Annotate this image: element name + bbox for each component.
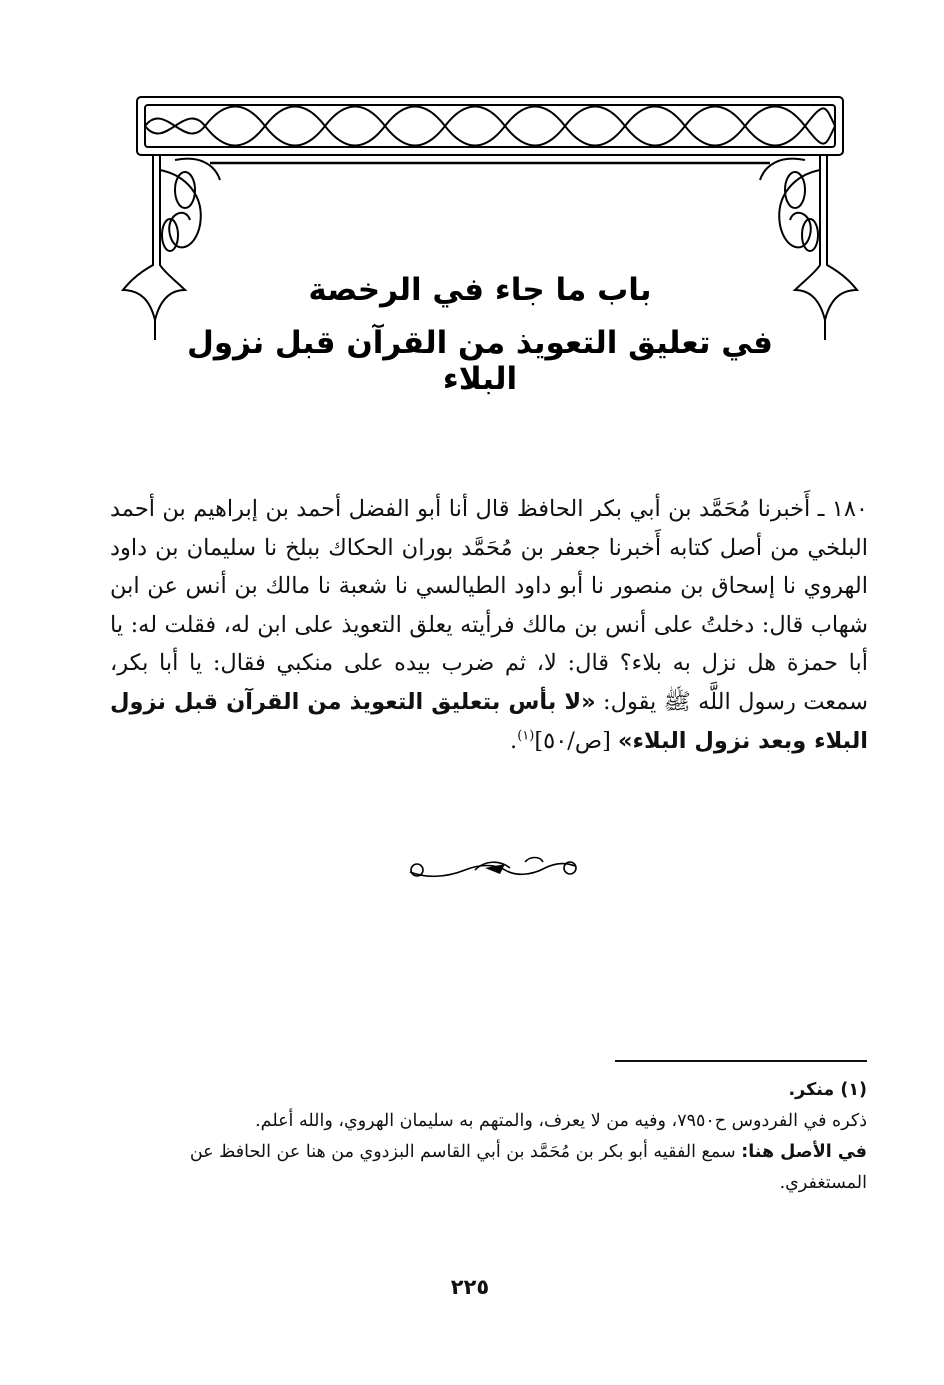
footnote-2-label: في الأصل هنا:	[741, 1142, 867, 1162]
hadith-paragraph	[110, 490, 868, 760]
footnote-marker: (١)	[517, 728, 535, 744]
hadith-quote: «لا بأس بتعليق التعويذ من القرآن قبل نزول البلاء وبعد نزول البلاء»	[110, 688, 868, 754]
hadith-text: ١٨٠ ـ أَخبرنا مُحَمَّد بن أبي بكر الحافظ قال أنا أبو الفضل أحمد بن إبراهيم بن أحمد البلخي من أصل كتابه أَخبرنا جعفر بن مُحَمَّد بوران الحكاك ببلخ نا سليمان بن داود الهروي نا إسحاق بن منصور نا أبو داود الطيالسي نا شعبة نا مالك بن أنس عن ابن شهاب قال: دخلتُ على أنس بن مالك فرأيته يعلق التعويذ على ابن له، فقلت له: يا أبا حمزة هل نزل به بلاء؟ قال: لا، ثم ضرب بيده على منكبي فقال: يا أبا بكر، سمعت رسول اللَّه ﷺ يقول:	[110, 496, 869, 715]
frame-ornament-icon	[115, 85, 865, 360]
footnote-separator	[615, 1060, 867, 1062]
ornamental-header-frame	[115, 85, 865, 360]
page-number: ٢٢٥	[450, 1275, 490, 1299]
flourish-divider-icon	[405, 848, 580, 888]
hadith-end: .	[510, 727, 518, 754]
chapter-title-line-1: باب ما جاء في الرخصة	[308, 272, 652, 308]
chapter-title-line-2: في تعليق التعويذ من القرآن قبل نزول البلاء	[187, 325, 773, 397]
footnote-1-text: ذكره في الفردوس ح٧٩٥٠، وفيه من لا يعرف، والمتهم به سليمان الهروي، والله أعلم.	[255, 1111, 867, 1131]
hadith-reference: [ص/٥٠]	[534, 727, 611, 754]
footnote-2-text: سمع الفقيه أبو بكر بن مُحَمَّد بن أبي القاسم البزدوي من هنا عن الحافظ عن المستغفري.	[189, 1142, 867, 1193]
footnote-1-label: (١) منكر.	[788, 1080, 867, 1100]
footnote-2	[115, 1137, 867, 1199]
footnotes	[115, 1075, 867, 1199]
section-divider	[405, 848, 580, 888]
